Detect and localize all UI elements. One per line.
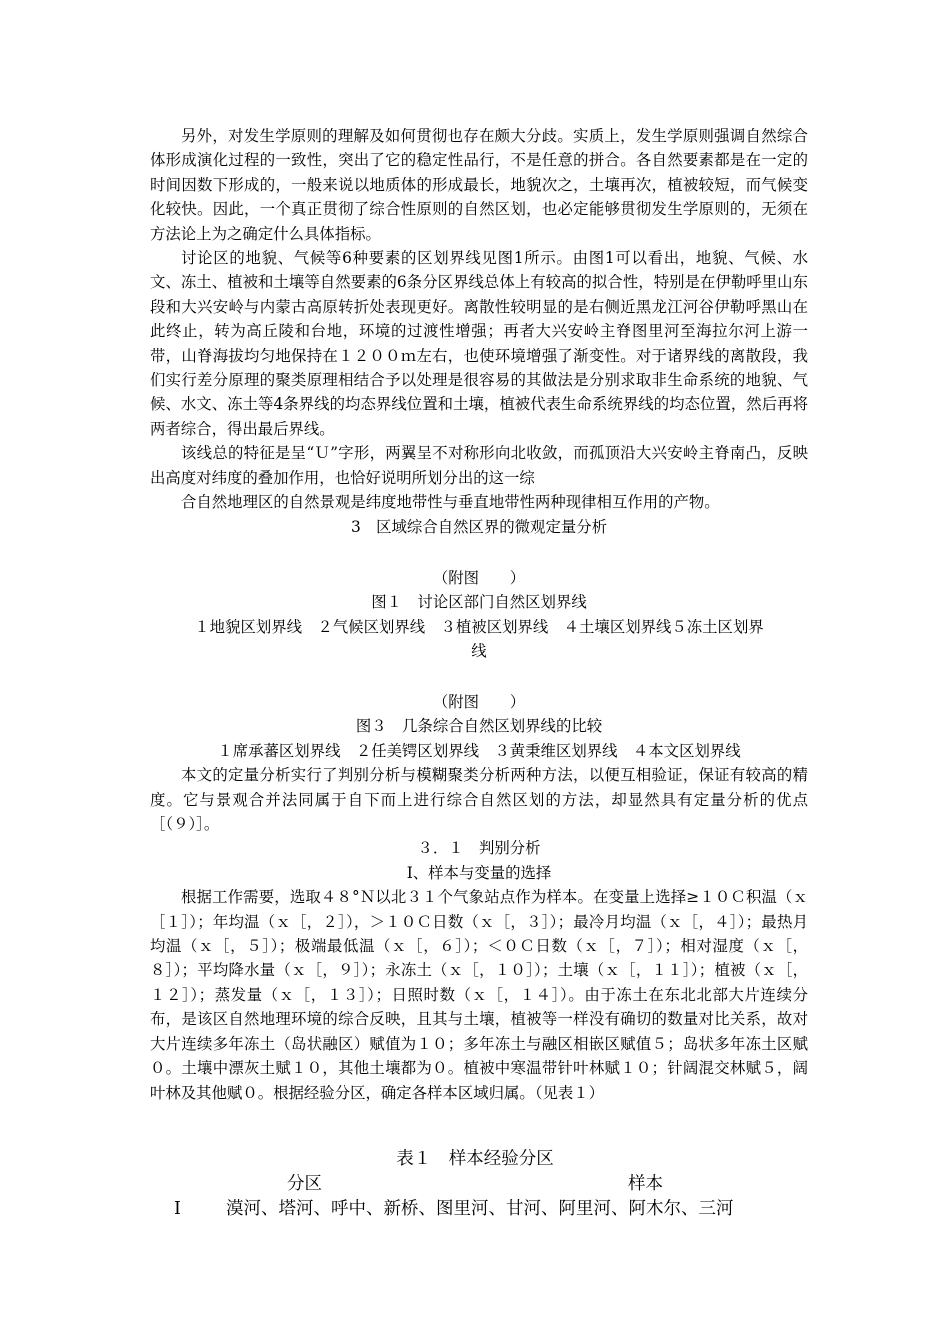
figure-1-caption: 图１ 讨论区部门自然区划界线 [371, 593, 587, 612]
figure-1-placeholder: （附图 ） [432, 569, 526, 587]
paragraph-samples-variables: 根据工作需要，选取４８°Ｎ以北３１个气象站点作为样本。在变量上选择≥１０Ｃ积温（ｘ［１］）；年均温（ｘ［，２］），＞１０Ｃ日数（ｘ［，３］）；最冷月均温（ｘ［，４］）；最热月均温（ｘ［，５］）；极端最低温（ｘ［，６］）；＜０Ｃ日数（ｘ［，７］）；相对湿度（ｘ［，８］）；平均降水量（ｘ［，９］）；永冻土（ｘ［，１０］）；土壤（ｘ［，１１］）；植被（ｘ［，１２］）；蒸发量（ｘ［，１３］）；日照时数（ｘ［，１４］）。由于冻土在东北北部大片连续分布，是该区自然地理环境的综合反映，且其与土壤，植被等一样没有确切的数量对比关系，故对大片连续多年冻土（岛状融区）赋值为１０；多年冻土与融区相嵌区赋值５；岛状多年冻土区赋０。土壤中漂灰土赋１０，其他土壤都为０。植被中寒温带针叶林赋１０；针阔混交林赋５，阔叶林及其他赋０。根据经验分区，确定各样本区域归属。（见表１） [150, 888, 808, 1102]
paragraph-landscape-product: 合自然地理区的自然景观是纬度地带性与垂直地带性两种现律相互作用的产物。 [181, 493, 720, 512]
section-3-heading: 3 区域综合自然区界的微观定量分析 [350, 517, 608, 536]
paragraph-genetic-principle: 另外，对发生学原则的理解及如何贯彻也存在颇大分歧。实质上，发生学原则强调自然综合体形成演化过程的一致性，突出了它的稳定性品行，不是任意的拼合。各自然要素都是在一定的时间因数下形成的，一般来说以地质体的形成最长，地貌次之，土壤再次，植被较短，而气候变化较快。因此，一个真正贯彻了综合性原则的自然区划，也必定能够贯彻发生学原则的，无须在方法论上为之确定什么具体指标。 [150, 127, 808, 243]
paragraph-u-shape: 该线总的特征是呈“Ｕ”字形，两翼呈不对称形向北收敛，而孤顶沿大兴安岭主脊南凸，反映出高度对纬度的叠加作用，也恰好说明所划分出的这一综 [150, 444, 808, 487]
table-1-header-samples: 样本 [628, 1174, 663, 1194]
figure-3-caption: 图３ 几条综合自然区划界线的比较 [355, 717, 603, 736]
subsection-samples-variables: Ⅰ、样本与变量的选择 [406, 863, 552, 882]
table-1-header-region: 分区 [287, 1174, 322, 1194]
figure-1-legend-continued: 线 [471, 642, 487, 661]
figure-1-block [150, 566, 808, 664]
analysis-block [150, 690, 808, 1105]
table-1-title: 表１ 样本经验分区 [396, 1149, 554, 1169]
section-3-1-heading: ３．１ 判别分析 [417, 839, 541, 858]
table-1-row-samples: 漠河、塔河、呼中、新桥、图里河、甘河、阿里河、阿木尔、三河 [226, 1199, 734, 1219]
table-1-row-region: Ⅰ [174, 1199, 181, 1219]
paragraph-boundary-discussion: 讨论区的地貌、气候等6种要素的区划界线见图1所示。由图1可以看出，地貌、气候、水文、冻土、植被和土壤等自然要素的6条分区界线总体上有较高的拟合性，特别是在伊勒呼里山东段和大兴安岭与内蒙古高原转折处表现更好。离散性较明显的是右侧近黑龙江河谷伊勒呼黑山在此终止，转为高丘陵和台地，环境的过渡性增强；再者大兴安岭主脊图里河至海拉尔河上游一带，山脊海拔均匀地保持在１２００ｍ左右，也使环境增强了渐变性。对于诸界线的离散段，我们实行差分原理的聚类原理相结合予以处理是很容易的其做法是分别求取非生命系统的地貌、气候、水文、冻土等4条界线的均态界线位置和土壤，植被代表生命系统界线的均态位置，然后再将两者综合，得出最后界线。 [150, 249, 808, 438]
figure-3-legend: １席承蕃区划界线 ２任美锷区划界线 ３黄秉维区划界线 ４本文区划界线 [217, 741, 741, 760]
figure-1-legend: １地貌区划界线 ２气候区划界线 ３植被区划界线 ４土壤区划界线５冻土区划界 [194, 617, 764, 636]
body-text-block [150, 124, 808, 539]
paragraph-quantitative-methods: 本文的定量分析实行了判别分析与模糊聚类分析两种方法，以便互相验证，保证有较高的精度。它与景观合并法同属于自下而上进行综合自然区划的方法，却显然具有定量分析的优点［（９）］。 [150, 766, 808, 834]
figure-3-placeholder: （附图 ） [432, 693, 526, 711]
